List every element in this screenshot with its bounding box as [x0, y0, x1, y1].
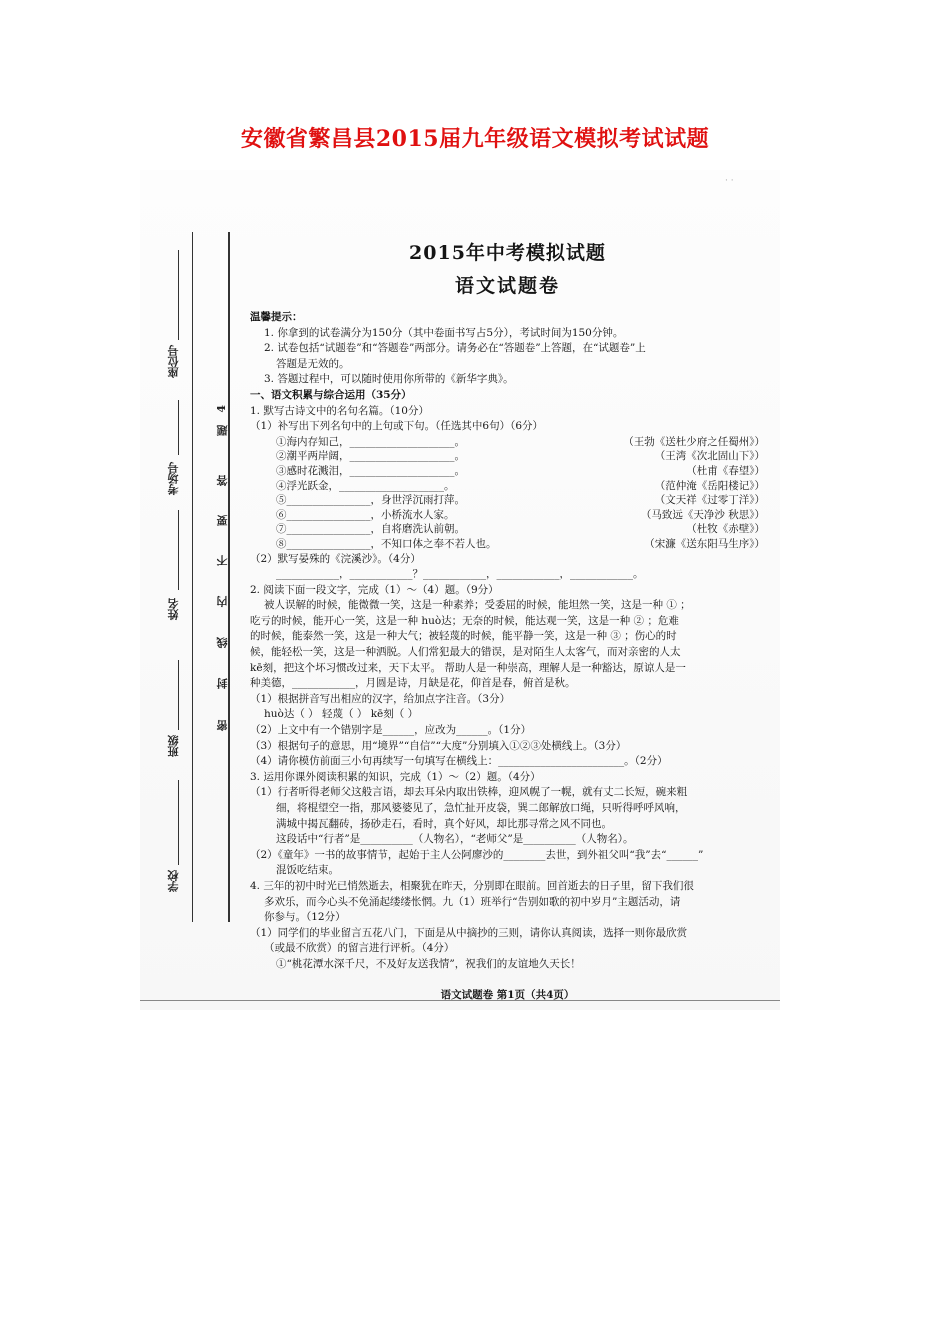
seat-number-blank: [178, 250, 179, 340]
exam-paper-content: [250, 238, 765, 1002]
seat-number-label: 座位号: [167, 345, 180, 378]
exam-room-label: 考场号: [167, 462, 180, 495]
poem-line: ⑥________________，小桥流水人家。: [276, 508, 455, 521]
poem-row: [250, 479, 765, 494]
poem-line: ⑦________________，自将磨洗认前朝。: [276, 523, 465, 536]
question-2: 2. 阅读下面一段文字，完成（1）～（4）题。（9分）: [250, 583, 499, 596]
class-blank: [178, 660, 179, 730]
poem-source: （杜甫《春望》）: [686, 464, 765, 477]
poem-source: （王湾《次北固山下》）: [654, 450, 765, 463]
poem-source: （范仲淹《岳阳楼记》）: [654, 479, 765, 492]
answer-blank-line: ____________，____________？____________，____________，____________。: [276, 568, 644, 581]
passage-line: 的时候，能泰然一笑，这是一种大气；被轻蔑的时候，能平静一笑，这是一种 ③ ；伤心的时: [250, 630, 677, 643]
poem-line: ④浮光跃金，____________________。: [276, 479, 455, 492]
question-2-item: （4）请你模仿前面三小句再续写一句填写在横线上：________________________。（2分）: [250, 755, 668, 768]
poem-source: （杜牧《赤壁》）: [686, 523, 765, 536]
seal-char: 不: [216, 555, 229, 566]
seal-char: 线: [216, 637, 229, 648]
poem-row: [250, 508, 765, 523]
question-3-text: 细，将棍望空一指，那风婆婆见了，急忙扯开皮袋，巽二郎解放口绳，只听得呼呼风响，: [276, 802, 686, 814]
poem-line: ①海内存知己，____________________。: [276, 435, 465, 448]
poem-row: [250, 435, 765, 450]
poem-source: （文天祥《过零丁洋》）: [654, 494, 765, 507]
poem-line: ③感时花溅泪，____________________。: [276, 464, 465, 477]
exam-room-blank: [178, 400, 179, 455]
question-3: 3. 运用你课外阅读积累的知识，完成（1）～（2）题。（4分）: [250, 770, 541, 783]
question-2-item: （1）根据拼音写出相应的汉字，给加点字注音。（3分）: [250, 692, 511, 705]
question-4: 多欢乐，而今心头不免涌起缕缕怅惘。九（1）班举行“告别如歌的初中岁月”主题活动，请: [264, 895, 681, 908]
question-2-item: （3）根据句子的意思，用“境界”“自信”“大度”分别填入①②③处横线上。（3分）: [250, 739, 627, 752]
seal-char: 4: [215, 405, 228, 413]
page-footer: 语文试题卷 第1页（共4页）: [440, 988, 575, 1001]
question-4: 4. 三年的初中时光已悄然逝去，相聚犹在昨天，分别即在眼前。回首逝去的日子里，留下我们很: [250, 879, 694, 892]
school-blank: [178, 780, 179, 865]
tip-line: 答题是无效的。: [276, 357, 350, 370]
question-1-part-1: （1）补写出下列名句中的上句或下句。（任选其中6句）（6分）: [250, 420, 544, 433]
exam-title: 2015年中考模拟试题: [409, 242, 606, 264]
tip-line: 1. 你拿到的试卷满分为150分（其中卷面书写占5分），考试时间为150分钟。: [264, 326, 624, 339]
seal-char: 要: [216, 515, 229, 526]
passage-line: kē刻，把这个坏习惯改过来，天下太平。 帮助人是一种崇高，理解人是一种豁达，原谅人是一: [250, 661, 686, 674]
question-4: （1）同学们的毕业留言五花八门，下面是从中摘抄的三则，请你认真阅读，选择一则你最欣赏: [250, 926, 688, 939]
name-blank: [178, 510, 179, 590]
binding-line-inner: [228, 232, 230, 922]
poem-line: ⑧________________，不知口体之奉不若人也。: [276, 537, 497, 550]
question-4: （或最不欣赏）的留言进行评析。（4分）: [264, 942, 455, 955]
document-title: 安徽省繁昌县2015届九年级语文模拟考试试题: [240, 126, 710, 152]
poem-row: [250, 537, 765, 552]
section-heading: 一、语文积累与综合运用（35分）: [250, 388, 412, 401]
seal-char: 内: [216, 596, 229, 607]
question-3-text: 这段话中“行者”是__________（人物名），“老师父”是__________（人物名）。: [276, 833, 634, 846]
question-3-text: （2）《童年》一书的故事情节，起始于主人公阿廖沙的________去世，到外祖父叫“我”去“______”: [250, 848, 704, 861]
poem-row: [250, 449, 765, 464]
question-4: 你参与。（12分）: [264, 911, 346, 924]
question-2-item: huò达（ ） 轻蔑（ ） kē刻（ ）: [264, 708, 419, 721]
scan-dot: · ·: [725, 176, 734, 186]
school-label: 学校: [167, 870, 180, 892]
seal-char: 答: [216, 475, 229, 486]
question-3-text: 混饭吃结束。: [276, 864, 339, 877]
name-label: 姓名: [167, 598, 180, 620]
passage-line: 种美德，____________，月圆是诗，月缺是花，仰首是春，俯首是秋。: [250, 677, 576, 690]
passage-line: 候，能轻松一笑，这是一种洒脱。人们常犯最大的错误，是对陌生人太客气，而对亲密的人太: [250, 646, 681, 659]
poem-line: ⑤________________，身世浮沉雨打萍。: [276, 494, 465, 507]
seal-char: 封: [216, 678, 229, 689]
passage-line: 吃亏的时候，能开心一笑，这是一种 huò达；无奈的时候，能达观一笑，这是一种 ② ；危难: [250, 614, 679, 627]
question-1: 1. 默写古诗文中的名句名篇。（10分）: [250, 404, 429, 417]
passage-line: 被人误解的时候，能微微一笑，这是一种素养；受委屈的时候，能坦然一笑，这是一种 ① ；: [264, 599, 691, 612]
question-4: ①“桃花潭水深千尺，不及好友送我情”，祝我们的友谊地久天长！: [276, 957, 581, 970]
question-3-text: 满城中揭瓦翻砖，扬砂走石，看时，真个好风，却比那寻常之风不同也。: [276, 817, 612, 830]
seal-char: 密: [216, 720, 229, 731]
seal-char: 题: [216, 425, 229, 436]
poem-source: （王勃《送杜少府之任蜀州》）: [623, 435, 765, 448]
poem-source: （宋濂《送东阳马生序》）: [644, 537, 765, 550]
poem-source: （马致远《天净沙 秋思》）: [640, 508, 765, 521]
binding-line-outer: [192, 232, 193, 922]
poem-row: [250, 522, 765, 537]
poem-row: [250, 464, 765, 479]
question-3-text: （1）行者听得老师父这般言语，却去耳朵内取出铁棒，迎风幌了一幌，就有丈二长短，碗来粗: [250, 786, 688, 799]
poem-line: ②潮平两岸阔，____________________。: [276, 450, 465, 463]
poem-row: [250, 493, 765, 508]
exam-subtitle: 语文试题卷: [454, 275, 560, 297]
question-2-item: （2）上文中有一个错别字是______，应改为______。（1分）: [250, 724, 532, 737]
question-1-part-2: （2）默写晏殊的《浣溪沙》。（4分）: [250, 552, 421, 565]
tip-line: 2. 试卷包括“试题卷”和“答题卷”两部分。请务必在“答题卷”上答题，在“试题卷”上: [264, 342, 646, 355]
tips-heading: 温馨提示：: [250, 311, 303, 323]
tip-line: 3. 答题过程中，可以随时使用你所带的《新华字典》。: [264, 373, 514, 386]
class-label: 班级: [167, 735, 180, 757]
